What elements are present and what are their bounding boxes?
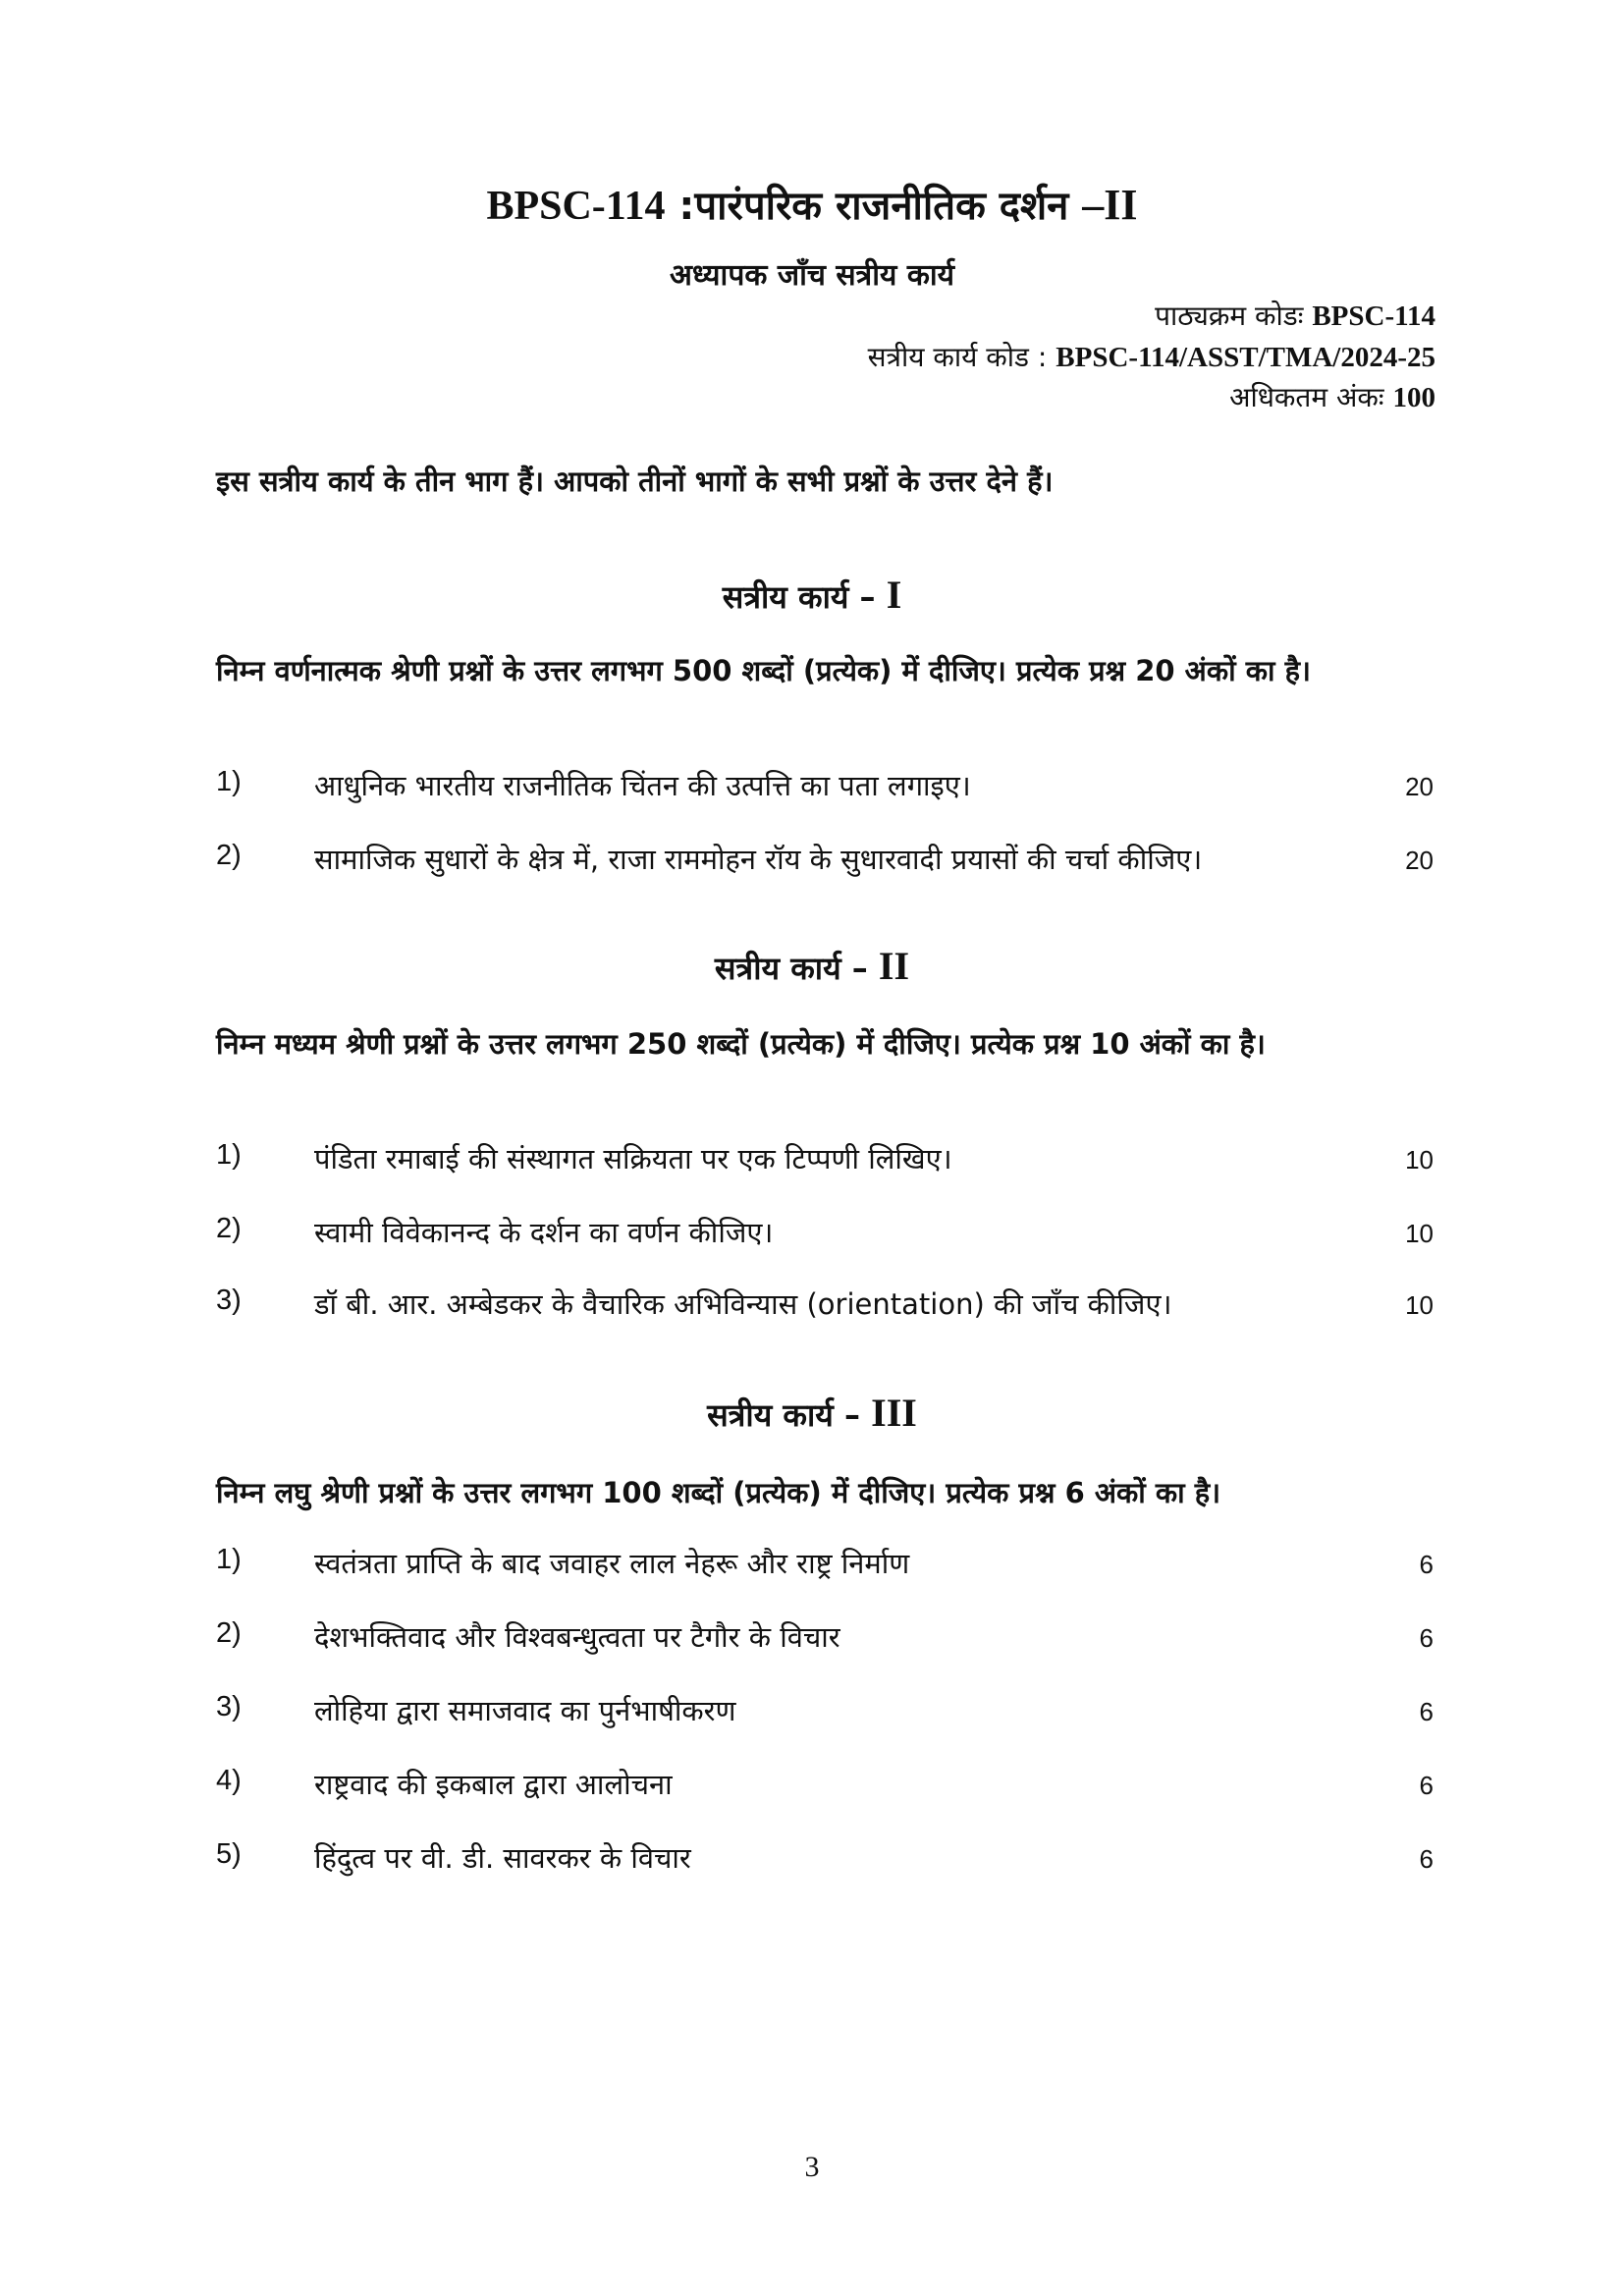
question-text: लोहिया द्वारा समाजवाद का पुर्नभाषीकरण <box>314 1694 736 1727</box>
section-roman: II <box>878 944 910 988</box>
question-item <box>216 840 1434 883</box>
general-instruction: इस सत्रीय कार्य के तीन भाग हैं। आपको तीनों भागों के सभी प्रश्नों के उत्तर देने हैं। <box>216 465 1054 498</box>
assignment-code-value: BPSC-114/ASST/TMA/2024-25 <box>1056 342 1435 373</box>
page-title <box>0 177 1624 231</box>
question-number: 2) <box>216 1617 242 1649</box>
course-code-value: BPSC-114 <box>1312 301 1435 332</box>
question-marks: 20 <box>1405 772 1434 801</box>
section-instruction-2: निम्न मध्यम श्रेणी प्रश्नों के उत्तर लगभग 250 शब्दों (प्रत्येक) में दीजिए। प्रत्येक प्रश्न 10 अंकों का है। <box>216 1027 1266 1061</box>
max-marks-label: अधिकतम अंकः <box>1229 381 1384 413</box>
max-marks-line <box>1229 378 1435 415</box>
question-number: 3) <box>216 1691 242 1722</box>
question-text: स्वतंत्रता प्राप्ति के बाद जवाहर लाल नेहरू और राष्ट्र निर्माण <box>314 1547 910 1580</box>
question-marks: 6 <box>1419 1623 1434 1653</box>
title-code: BPSC-114 <box>486 184 666 229</box>
question-item <box>216 1617 1434 1661</box>
question-text: स्वामी विवेकानन्द के दर्शन का वर्णन कीजिए। <box>314 1216 774 1249</box>
question-text: देशभक्तिवाद और विश्वबन्धुत्वता पर टैगौर के विचार <box>314 1620 840 1654</box>
page-subtitle: अध्यापक जाँच सत्रीय कार्य <box>669 258 955 293</box>
question-item <box>216 1285 1434 1328</box>
question-number: 1) <box>216 766 242 797</box>
question-marks: 20 <box>1405 846 1434 875</box>
question-text: हिंदुत्व पर वी. डी. सावरकर के विचार <box>314 1841 691 1875</box>
question-item <box>216 1139 1434 1182</box>
max-marks-value: 100 <box>1392 382 1435 413</box>
assignment-code-line <box>868 338 1435 375</box>
question-number: 2) <box>216 840 242 871</box>
question-text: राष्ट्रवाद की इकबाल द्वारा आलोचना <box>314 1768 673 1801</box>
question-marks: 10 <box>1405 1145 1434 1175</box>
question-number: 1) <box>216 1139 242 1171</box>
question-marks: 10 <box>1405 1219 1434 1248</box>
section-heading-text: सत्रीय कार्य – <box>714 950 868 987</box>
question-marks: 10 <box>1405 1290 1434 1320</box>
question-number: 1) <box>216 1544 242 1575</box>
question-number: 4) <box>216 1765 242 1796</box>
section-heading-3 <box>0 1390 1624 1436</box>
section-roman: I <box>886 573 902 617</box>
title-separator: : <box>678 184 695 229</box>
section-heading-text: सत्रीय कार्य – <box>722 578 876 616</box>
question-item <box>216 1838 1434 1882</box>
question-marks: 6 <box>1419 1844 1434 1874</box>
section-instruction-3: निम्न लघु श्रेणी प्रश्नों के उत्तर लगभग 100 शब्दों (प्रत्येक) में दीजिए। प्रत्येक प्रश्न 6 अंकों का है। <box>216 1476 1221 1509</box>
page-number: 3 <box>804 2151 820 2183</box>
question-number: 2) <box>216 1213 242 1244</box>
question-number: 3) <box>216 1285 242 1316</box>
course-code-label: पाठ्यक्रम कोडः <box>1155 300 1304 332</box>
question-marks: 6 <box>1419 1771 1434 1800</box>
question-text: आधुनिक भारतीय राजनीतिक चिंतन की उत्पत्ति का पता लगाइए। <box>314 769 971 802</box>
question-number: 5) <box>216 1838 242 1870</box>
section-heading-text: सत्रीय कार्य – <box>707 1396 860 1434</box>
question-item <box>216 1544 1434 1587</box>
question-item <box>216 1765 1434 1808</box>
question-marks: 6 <box>1419 1550 1434 1579</box>
question-marks: 6 <box>1419 1697 1434 1726</box>
question-item <box>216 766 1434 809</box>
title-suffix: –II <box>1082 181 1138 229</box>
course-code-line <box>1155 297 1435 334</box>
question-item <box>216 1691 1434 1734</box>
assignment-code-label: सत्रीय कार्य कोड : <box>867 341 1048 373</box>
question-item <box>216 1213 1434 1256</box>
question-text: सामाजिक सुधारों के क्षेत्र में, राजा राममोहन रॉय के सुधारवादी प्रयासों की चर्चा कीजिए। <box>314 843 1203 876</box>
title-text: पारंपरिक राजनीतिक दर्शन <box>694 184 1069 229</box>
section-roman: III <box>871 1391 917 1435</box>
question-text: डॉ बी. आर. अम्बेडकर के वैचारिक अभिविन्यास (orientation) की जाँच कीजिए। <box>314 1287 1172 1321</box>
question-text: पंडिता रमाबाई की संस्थागत सक्रियता पर एक टिप्पणी लिखिए। <box>314 1142 952 1175</box>
section-instruction-1: निम्न वर्णनात्मक श्रेणी प्रश्नों के उत्तर लगभग 500 शब्दों (प्रत्येक) में दीजिए। प्रत्येक प्रश्न 20 अंकों का है। <box>216 654 1311 687</box>
section-heading-2 <box>0 943 1624 989</box>
section-heading-1 <box>0 572 1624 618</box>
